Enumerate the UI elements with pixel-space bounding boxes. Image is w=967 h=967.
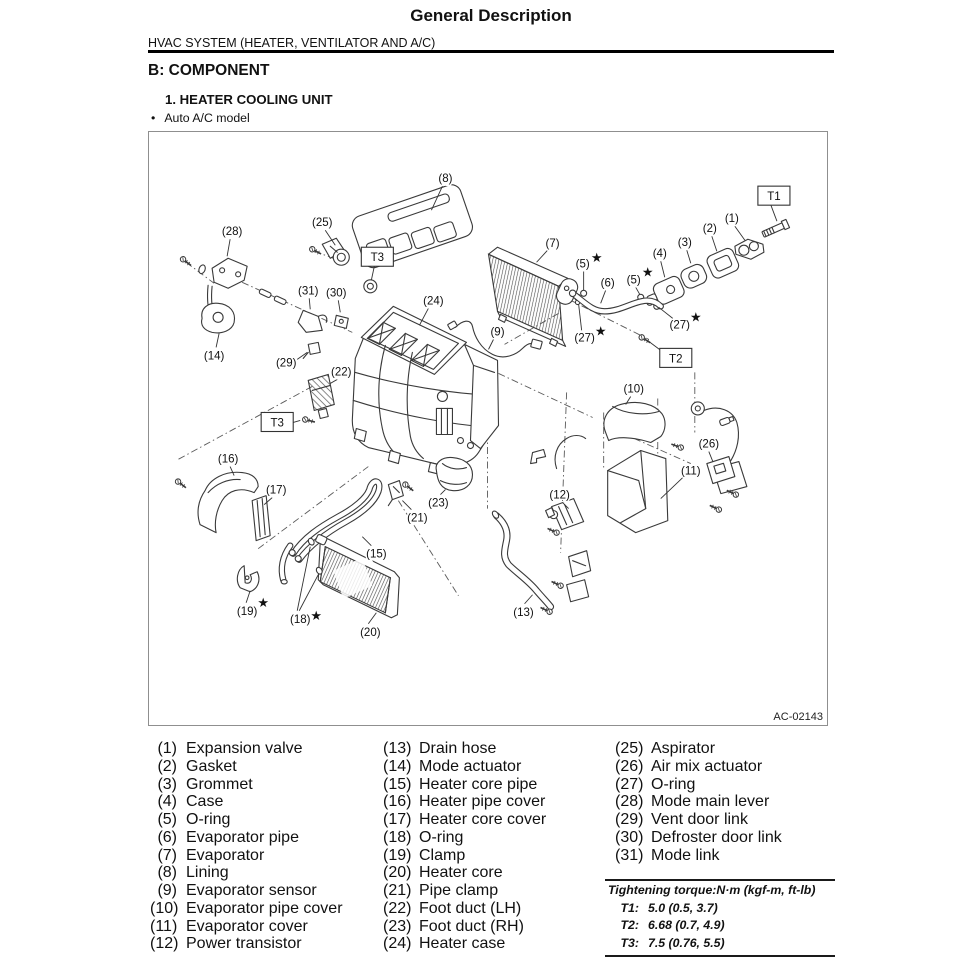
- exploded-diagram-frame: [148, 131, 828, 726]
- part-grommet-t3: [364, 280, 377, 293]
- part-number: (7): [157, 846, 177, 864]
- part-heater-core: [315, 534, 399, 618]
- part-number: (4): [157, 793, 177, 811]
- callout-leader: [368, 613, 376, 624]
- callout-leader: [661, 261, 665, 277]
- part-name: Heater case: [419, 935, 506, 953]
- part-name: Foot duct (LH): [419, 899, 522, 917]
- callout-leader: [227, 239, 230, 256]
- star-marker: ★: [590, 251, 603, 267]
- part-evaporator-cover: [608, 451, 668, 533]
- part-number: (9): [157, 882, 177, 899]
- torque-id: T1:: [620, 900, 639, 915]
- torque-box-label: T1: [767, 191, 781, 204]
- parts-list-column: [615, 740, 782, 864]
- parts-list-row: [383, 740, 546, 758]
- diagram-callout: (17): [265, 484, 287, 497]
- callout-leader: [636, 287, 640, 294]
- figure-id: AC-02143: [773, 710, 823, 723]
- part-name: O-ring: [186, 811, 231, 828]
- parts-list-row: [383, 882, 546, 900]
- part-vent-door-link: [303, 342, 320, 358]
- part-evaporator-pipe-cover: [604, 402, 665, 442]
- part-number: (12): [150, 935, 179, 953]
- part-number: (30): [615, 828, 644, 846]
- callout-leader: [659, 307, 673, 318]
- parts-list-row: [383, 776, 546, 794]
- diagram-callout: (19): [236, 605, 258, 618]
- part-foot-duct-rh: [436, 457, 472, 490]
- torque-box-leader: [649, 341, 661, 350]
- torque-box-label: T3: [270, 417, 284, 430]
- part-name: Evaporator: [186, 846, 265, 864]
- callout-leader: [338, 300, 340, 312]
- parts-list-row: [383, 935, 546, 953]
- parts-list-row: [383, 864, 546, 882]
- part-name: Clamp: [419, 846, 466, 864]
- part-number: (24): [383, 935, 412, 953]
- part-number: (21): [383, 882, 412, 899]
- callout-leader: [735, 226, 745, 240]
- diagram-callout: (9): [490, 326, 505, 339]
- callout-leader: [601, 290, 606, 303]
- callout-leader: [537, 250, 548, 262]
- part-name: Heater pipe cover: [419, 793, 546, 811]
- part-name: Grommet: [186, 775, 253, 793]
- diagram-callout: (10): [623, 383, 644, 396]
- parts-list-row: [150, 793, 343, 811]
- part-name: Evaporator cover: [186, 917, 308, 935]
- torque-box-leader: [771, 205, 777, 221]
- diagram-callout: (1): [724, 213, 739, 226]
- part-name: Defroster door link: [651, 828, 782, 846]
- part-name: Gasket: [186, 757, 237, 775]
- diagram-callout: (2): [702, 223, 717, 236]
- part-foot-duct-lh: [308, 374, 334, 418]
- part-number: (17): [383, 811, 412, 828]
- callout-leader: [402, 501, 411, 510]
- part-number: (13): [383, 740, 412, 757]
- part-name: Evaporator pipe cover: [186, 899, 343, 917]
- part-name: Evaporator pipe: [186, 828, 299, 846]
- parts-list-row: [615, 811, 782, 829]
- part-name: Expansion valve: [186, 740, 303, 757]
- parts-list-row: [615, 740, 782, 758]
- parts-list-column: [383, 740, 546, 953]
- callout-leader: [440, 490, 445, 495]
- diagram-callout: (30): [326, 287, 347, 300]
- diagram-callout: (14): [203, 350, 225, 363]
- part-number: (2): [157, 757, 177, 775]
- part-name: Mode link: [651, 846, 720, 864]
- parts-list-row: [383, 811, 546, 829]
- part-number: (26): [615, 757, 644, 775]
- bullet-label: Auto A/C model: [164, 111, 250, 125]
- part-name: Case: [186, 793, 224, 811]
- torque-row: [605, 917, 835, 935]
- part-number: (23): [383, 917, 412, 935]
- diagram-callout: (20): [360, 626, 381, 639]
- diagram-callout: (5): [626, 274, 641, 287]
- diagram-callout: (27): [669, 319, 691, 332]
- part-number: (3): [157, 775, 177, 793]
- part-name: O-ring: [651, 775, 696, 793]
- system-heading: HVAC SYSTEM (HEATER, VENTILATOR AND A/C): [148, 36, 436, 50]
- part-name: Evaporator sensor: [186, 882, 317, 899]
- parts-list-row: [150, 900, 343, 918]
- star-marker: ★: [310, 608, 323, 624]
- part-name: Air mix actuator: [651, 757, 763, 775]
- part-number: (27): [615, 775, 644, 793]
- parts-list-row: [150, 811, 343, 829]
- part-mode-actuator: [202, 303, 235, 333]
- parts-list-row: [383, 793, 546, 811]
- part-number: (16): [383, 793, 412, 811]
- part-name: Heater core: [419, 864, 503, 882]
- torque-id: T2:: [620, 918, 639, 933]
- diagram-callout: (12): [549, 489, 570, 502]
- heading-rule: [148, 50, 834, 53]
- part-number: (5): [157, 811, 177, 828]
- parts-list-row: [150, 935, 343, 953]
- part-grommet: [679, 262, 709, 290]
- model-bullet: [151, 111, 250, 125]
- part-transistor-brackets: [567, 551, 591, 602]
- part-power-transistor: [546, 499, 584, 530]
- star-marker: ★: [641, 265, 654, 281]
- part-heater-core-cover: [252, 496, 270, 541]
- part-name: Lining: [186, 864, 229, 882]
- diagram-callout: (26): [698, 438, 720, 451]
- parts-list-row: [150, 882, 343, 900]
- part-pipe-clamp: [388, 481, 403, 506]
- diagram-callout: (13): [513, 606, 534, 619]
- part-number: (6): [157, 828, 177, 846]
- torque-box-leader: [293, 420, 300, 422]
- diagram-callout: (15): [366, 548, 387, 561]
- callout-leader: [216, 333, 219, 347]
- callout-leader: [579, 304, 582, 330]
- callout-leader: [299, 575, 318, 611]
- callout-leader: [525, 595, 533, 604]
- parts-list-column: [150, 740, 343, 953]
- diagram-callout: (27): [574, 332, 595, 345]
- part-number: (22): [383, 899, 412, 917]
- torque-box-label: T3: [370, 252, 385, 265]
- subsection-heading: 1. HEATER COOLING UNIT: [165, 92, 333, 107]
- callout-leader: [309, 298, 310, 309]
- diagram-callout: (5): [575, 258, 590, 271]
- part-number: (19): [383, 846, 412, 864]
- torque-row: [605, 935, 835, 953]
- part-name: Pipe clamp: [419, 882, 499, 899]
- star-marker: ★: [257, 595, 269, 611]
- diagram-callout: (4): [652, 248, 667, 261]
- callout-leader: [712, 236, 717, 251]
- callout-leader: [362, 537, 371, 546]
- callout-leader: [709, 452, 713, 462]
- diagram-callout: (29): [275, 357, 297, 370]
- parts-list-row: [150, 847, 343, 865]
- part-number: (10): [150, 899, 179, 917]
- part-number: (25): [615, 740, 644, 757]
- parts-list-row: [383, 829, 546, 847]
- torque-box-label: T2: [669, 353, 683, 366]
- part-number: (1): [157, 740, 177, 757]
- diagram-callout: (22): [331, 366, 352, 379]
- diagram-callout: (28): [221, 226, 243, 239]
- callout-leader: [489, 339, 494, 349]
- part-number: (8): [157, 864, 177, 882]
- star-marker: ★: [594, 324, 607, 340]
- diagram-callout: (16): [217, 453, 239, 466]
- part-expansion-valve: [735, 219, 790, 259]
- torque-table-rows: [605, 900, 835, 953]
- parts-list-row: [615, 829, 782, 847]
- part-name: Vent door link: [651, 811, 748, 828]
- part-number: (14): [383, 757, 412, 775]
- parts-list-row: [383, 918, 546, 936]
- part-name: Drain hose: [419, 740, 497, 757]
- part-clamp: [237, 566, 259, 592]
- diagram-callout: (31): [298, 285, 319, 298]
- parts-list-row: [383, 758, 546, 776]
- part-heater-pipe-cover: [198, 472, 258, 532]
- part-heater-case: [352, 306, 498, 474]
- parts-list-row: [150, 740, 343, 758]
- part-aspirator: [322, 238, 349, 265]
- part-name: Mode actuator: [419, 757, 522, 775]
- torque-table: [605, 879, 835, 957]
- part-drain-hose: [491, 510, 551, 607]
- torque-value: 6.68 (0.7, 4.9): [648, 918, 725, 933]
- part-name: O-ring: [419, 828, 464, 846]
- part-number: (29): [615, 811, 644, 828]
- part-name: Mode main lever: [651, 793, 770, 811]
- torque-value: 7.5 (0.76, 5.5): [648, 935, 725, 950]
- part-number: (18): [383, 828, 412, 846]
- callout-leader: [330, 379, 337, 383]
- parts-list-row: [150, 918, 343, 936]
- parts-list-row: [150, 864, 343, 882]
- page-title: General Description: [410, 6, 572, 25]
- torque-value: 5.0 (0.5, 3.7): [648, 900, 718, 915]
- diagram-callout: (18): [289, 613, 311, 626]
- parts-list-row: [383, 900, 546, 918]
- diagram-callout: (7): [545, 238, 560, 251]
- diagram-callout: (24): [423, 295, 444, 308]
- diagram-callout: (8): [438, 173, 453, 186]
- callout-leader: [687, 250, 691, 263]
- part-name: Heater core pipe: [419, 775, 538, 793]
- parts-list-row: [615, 847, 782, 865]
- part-number: (28): [615, 793, 644, 811]
- exploded-diagram: [149, 132, 827, 725]
- callout-leader: [246, 591, 250, 603]
- parts-list-row: [150, 829, 343, 847]
- part-name: Power transistor: [186, 935, 302, 953]
- diagram-callout: (3): [677, 237, 692, 250]
- part-hook-brackets: [531, 436, 586, 469]
- diagram-callout: (25): [312, 217, 333, 230]
- star-marker: ★: [689, 310, 702, 326]
- part-number: (15): [383, 775, 412, 793]
- torque-box-leader: [371, 266, 374, 280]
- parts-list-row: [150, 776, 343, 794]
- bullet-dot: •: [151, 111, 156, 125]
- parts-list-row: [383, 847, 546, 865]
- part-name: Heater core cover: [419, 811, 547, 828]
- diagram-callout: (6): [600, 277, 615, 290]
- section-heading: B: COMPONENT: [148, 62, 270, 79]
- parts-list-row: [615, 776, 782, 794]
- torque-table-title: Tightening torque:N·m (kgf-m, ft-lb): [608, 883, 816, 897]
- parts-list-row: [150, 758, 343, 776]
- diagram-callout: (11): [680, 465, 701, 478]
- torque-row: [605, 900, 835, 918]
- part-number: (31): [615, 846, 644, 864]
- part-number: (20): [383, 864, 412, 882]
- diagram-callout: (21): [407, 512, 428, 525]
- part-name: Foot duct (RH): [419, 917, 524, 935]
- parts-list-row: [615, 758, 782, 776]
- diagram-callout: (23): [428, 497, 449, 510]
- torque-id: T3:: [620, 935, 639, 950]
- parts-list-row: [615, 793, 782, 811]
- part-name: Aspirator: [651, 740, 716, 757]
- part-number: (11): [150, 917, 178, 935]
- part-defroster-door-link: [334, 315, 348, 328]
